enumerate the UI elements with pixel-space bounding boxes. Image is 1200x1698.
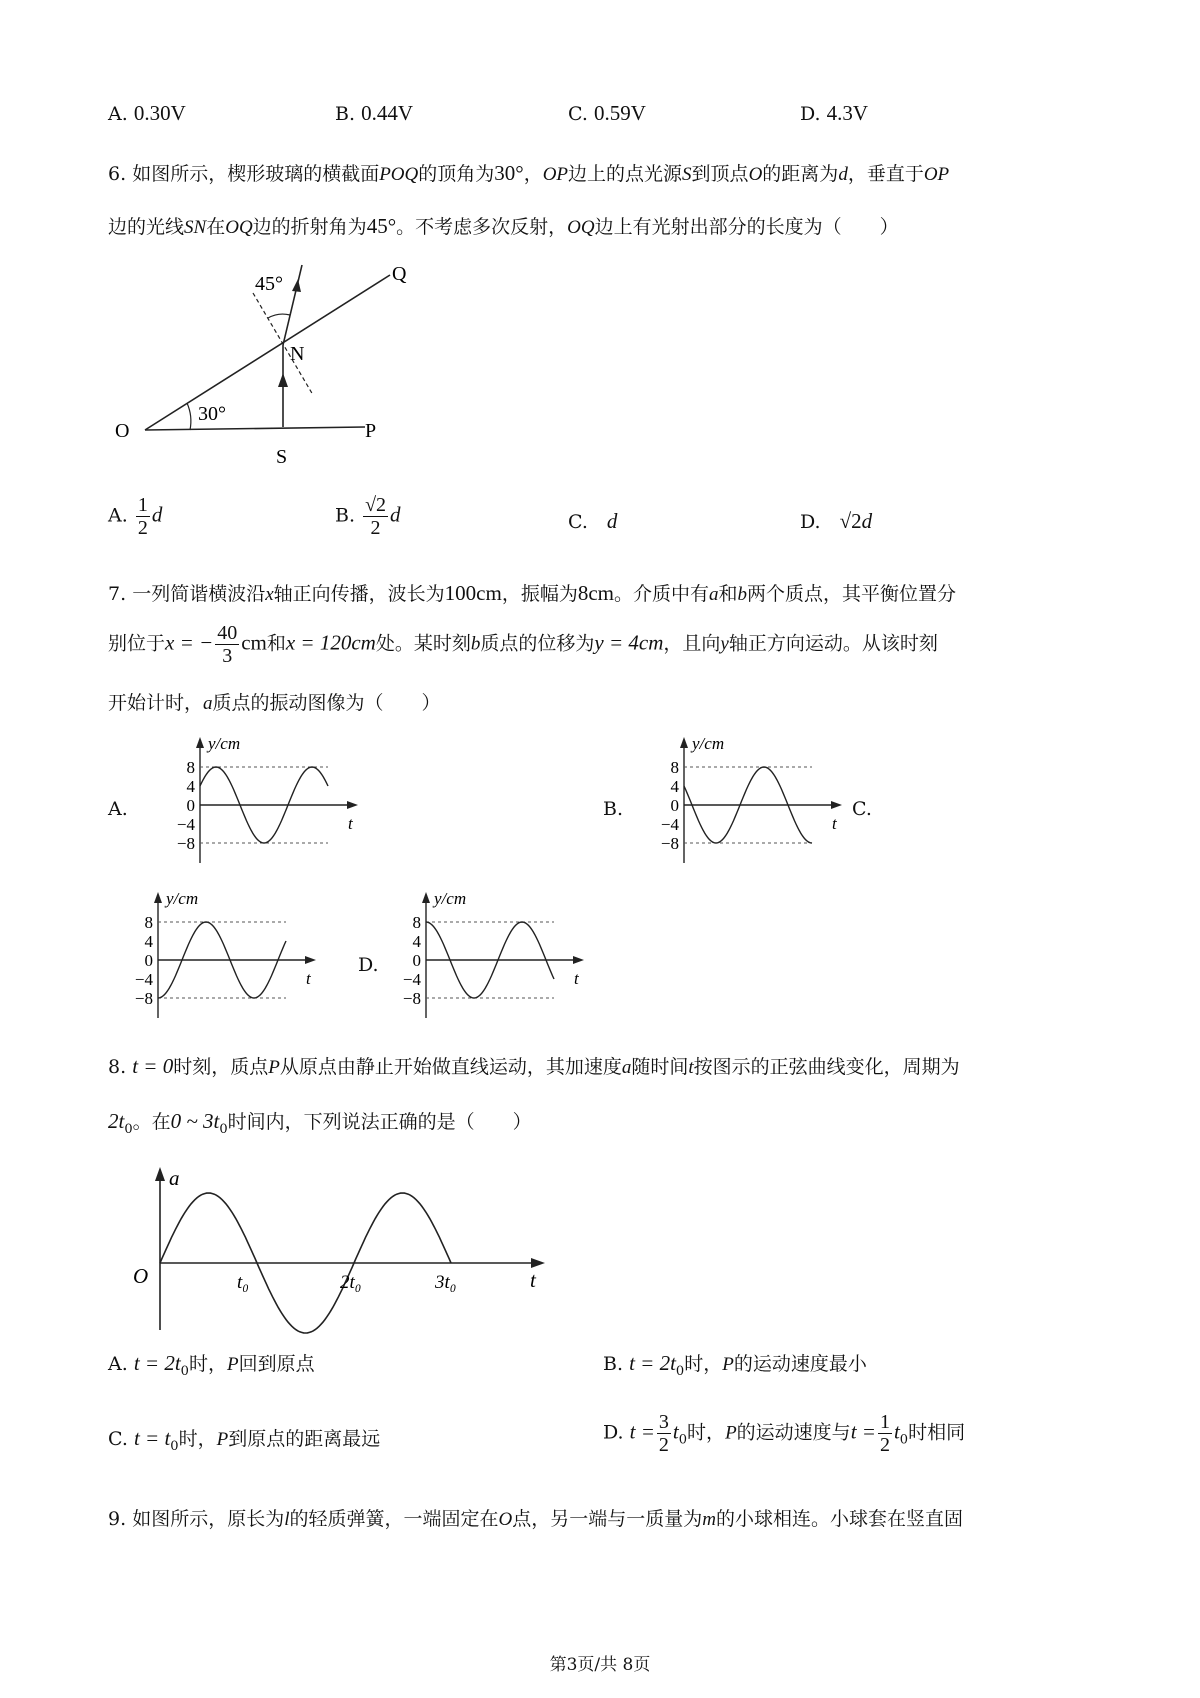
q8-option-b: B. $t = 2t_0$时，P的运动速度最小 — [603, 1351, 867, 1379]
q7-graph-a — [150, 735, 370, 870]
tick-label: 4 — [670, 777, 679, 796]
q7-graph-b — [634, 735, 854, 870]
y-axis-label: y/cm — [166, 890, 199, 908]
tick-label: 8 — [670, 758, 679, 777]
q8-option-d: D. t = $\frac{3}{2}$ $t_0$时，P的运动速度与t = $\frac{1}{2}$ $t_0$时相同 — [603, 1411, 966, 1456]
tick-label: 8 — [412, 913, 421, 932]
q9-line-1: 9. 如图所示，原长为l的轻质弹簧，一端固定在O点，另一端与一质量为m的小球相连。小球套在竖直固 — [108, 1508, 963, 1530]
q8-line-1: 8. t = 0时刻，质点P从原点由静止开始做直线运动，其加速度a随时间t按图示的正弦曲线变化，周期为 — [108, 1054, 960, 1078]
label-s: S — [276, 446, 288, 468]
tick-label: −4 — [176, 815, 195, 834]
tick-label: −8 — [660, 834, 679, 853]
q8-option-a: A. $t = 2t_0$时，P回到原点 — [108, 1351, 315, 1379]
q7-option-b-label: B. — [603, 798, 624, 820]
q7-line-1: 7. 一列简谐横波沿x轴正向传播，波长为100cm，振幅为8cm。介质中有a和b两个质点，其平衡位置分 — [108, 581, 957, 605]
tick-label: 0 — [186, 796, 195, 815]
tick-label: 4 — [186, 777, 195, 796]
q6-option-d: D. √2d — [800, 509, 873, 533]
q6-option-c: C. d — [568, 509, 618, 533]
label-q: Q — [392, 263, 407, 285]
tick-label: −4 — [134, 970, 153, 989]
t-axis-label: t — [832, 814, 837, 833]
y-axis-arrow — [680, 737, 688, 748]
label-origin: O — [133, 1264, 149, 1288]
oq-edge — [145, 275, 390, 430]
ray-sn-arrow — [278, 373, 288, 387]
op-edge — [145, 427, 365, 430]
tick-t0: t₀ — [237, 1272, 249, 1293]
q8-line-2: $2t_0$。在0 ~ $3t_0$时间内，下列说法正确的是（ ） — [108, 1109, 532, 1137]
q6-option-b: B. $\frac{√2}{2}$ d — [335, 494, 401, 539]
q6-line-1: 6. 如图所示，楔形玻璃的横截面POQ的顶角为30°，OP边上的点光源S到顶点O的距离为d，垂直于OP — [108, 161, 950, 185]
label-n: N — [290, 343, 305, 365]
y-axis-arrow — [196, 737, 204, 748]
label-p: P — [365, 420, 377, 442]
tick-label: −8 — [134, 989, 153, 1008]
angle-30-arc — [187, 403, 191, 430]
q5-option-a: A. 0.30V — [108, 101, 186, 125]
t-axis-label: t — [574, 969, 579, 988]
q6-option-a: A. $\frac{1}{2}$ d — [108, 494, 163, 539]
label-30: 30° — [198, 403, 226, 425]
tick-label: 4 — [412, 932, 421, 951]
t-axis-arrow — [347, 801, 358, 809]
tick-2t0: 2t₀ — [340, 1272, 362, 1293]
t-axis-arrow — [305, 956, 316, 964]
q6-prism-diagram — [100, 245, 440, 470]
tick-label: 0 — [412, 951, 421, 970]
y-axis-arrow — [154, 892, 162, 903]
q7-option-d-label: D. — [358, 954, 379, 976]
q5-option-c: C. 0.59V — [568, 101, 646, 125]
tick-label: 0 — [144, 951, 153, 970]
y-axis-label: y/cm — [208, 735, 241, 753]
t-axis-arrow — [573, 956, 584, 964]
q6-line-2: 边的光线SN在OQ边的折射角为45°。不考虑多次反射，OQ边上有光射出部分的长度为（ ） — [108, 214, 899, 238]
q5-option-b: B. 0.44V — [335, 101, 413, 125]
page-footer: 第3页/共 8页 — [549, 1655, 651, 1675]
q5-option-d: D. 4.3V — [800, 101, 869, 125]
q7-graph-d — [376, 890, 596, 1025]
q7-line-3: 开始计时，a质点的振动图像为（ ） — [108, 692, 441, 714]
q8-option-c: C. $t = t_0$时，P到原点的距离最远 — [108, 1426, 381, 1454]
y-axis-label: y/cm — [434, 890, 467, 908]
tick-label: 8 — [144, 913, 153, 932]
a-axis-arrow — [155, 1167, 165, 1181]
q7-graph-c — [108, 890, 328, 1025]
tick-label: 4 — [144, 932, 153, 951]
t-axis-label: t — [348, 814, 353, 833]
q8-acceleration-graph — [115, 1165, 545, 1335]
tick-label: 0 — [670, 796, 679, 815]
tick-3t0: 3t₀ — [435, 1272, 457, 1293]
t-axis-arrow — [831, 801, 842, 809]
t-axis-label: t — [306, 969, 311, 988]
label-45: 45° — [255, 273, 283, 295]
tick-label: −8 — [176, 834, 195, 853]
refracted-ray-arrow — [292, 279, 301, 292]
q7-option-a-label: A. — [108, 798, 128, 820]
y-axis-label: y/cm — [692, 735, 725, 753]
tick-label: −4 — [660, 815, 679, 834]
angle-45-arc — [268, 314, 290, 318]
tick-label: −8 — [402, 989, 421, 1008]
tick-label: 8 — [186, 758, 195, 777]
y-axis-arrow — [422, 892, 430, 903]
q7-option-c-label: C. — [852, 798, 872, 820]
label-t: t — [530, 1268, 536, 1292]
q7-line-2: 别位于x = − $\frac{40}{3}$ cm和x = 120cm处。某时刻b质点的位移为y = 4cm，且向y轴正方向运动。从该时刻 — [108, 622, 938, 667]
t-axis-arrow — [531, 1258, 545, 1268]
label-o: O — [115, 420, 130, 442]
tick-label: −4 — [402, 970, 421, 989]
label-a: a — [169, 1166, 180, 1190]
